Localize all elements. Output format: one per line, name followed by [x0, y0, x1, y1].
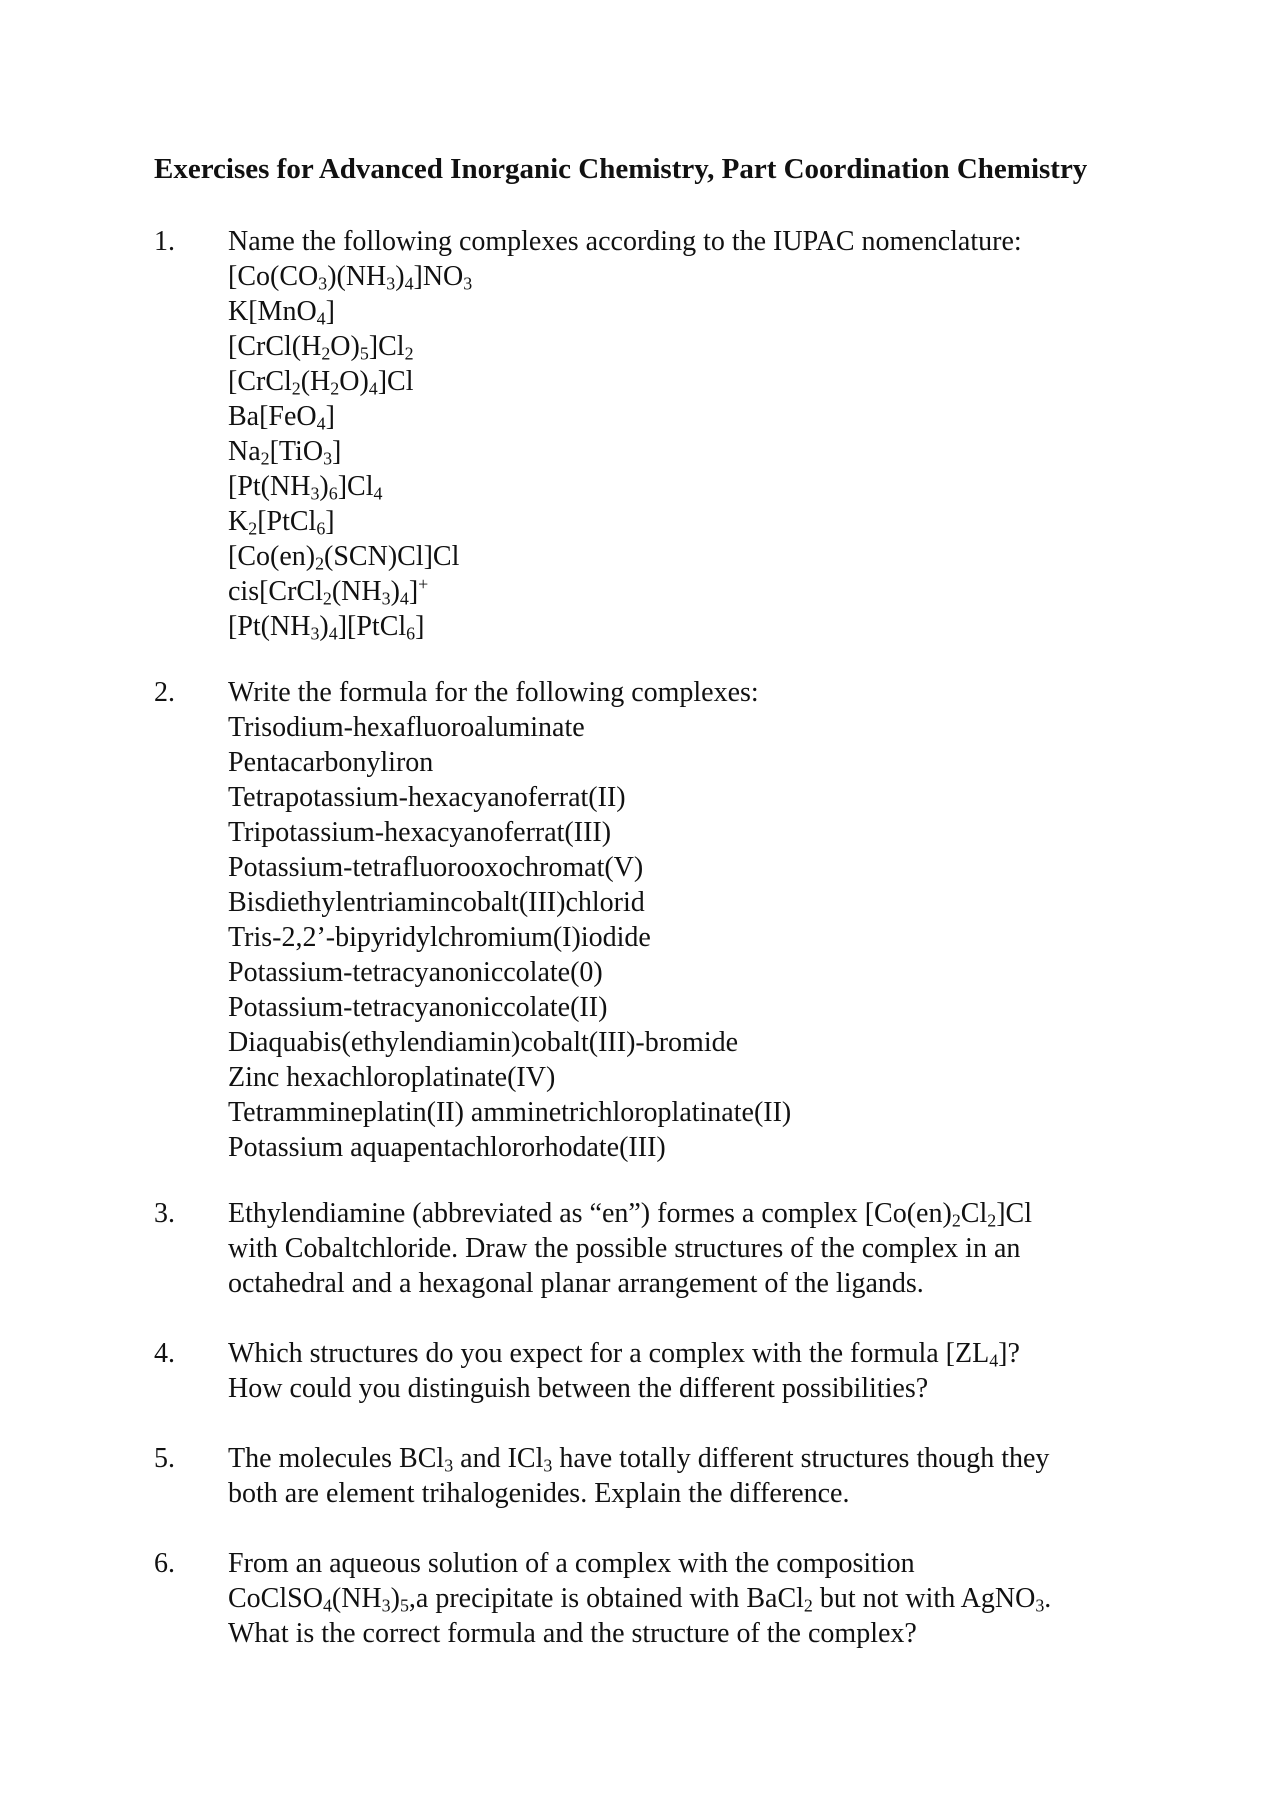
exercise-text-line: Which structures do you expect for a complex with the formula $[ZL_4]$?	[228, 1338, 1020, 1371]
list-item: Ba[FeO$_4$]	[228, 401, 335, 434]
list-item: $[Co(CO_3)(NH_3)_4]NO_3$	[228, 261, 473, 294]
list-item: $cis[CrCl_2(NH_3)_4]^+$	[228, 574, 429, 609]
exercise-body	[228, 1546, 1148, 1651]
list-item: $[Pt(NH_3)_4][PtCl_6]$	[228, 611, 425, 644]
exercise-text-line: How could you distinguish between the different possibilities?	[228, 1373, 929, 1404]
exercise-number: 3.	[154, 1198, 175, 1229]
list-item: Tripotassium-hexacyanoferrat(III)	[228, 817, 612, 848]
list-item: Potassium-tetracyanoniccolate(II)	[228, 992, 608, 1023]
exercise-text-line: The molecules BCl$_3$ and ICl$_3$ have totally different structures though they	[228, 1443, 1050, 1476]
list-item: Tris-2,2’-bipyridylchromium(I)iodide	[228, 922, 651, 953]
list-item: K[MnO$_4$]	[228, 296, 335, 329]
list-item: $K_2[PtCl_6]$	[228, 506, 335, 539]
list-item: Pentacarbonyliron	[228, 747, 434, 778]
list-item: Trisodium-hexafluoroaluminate	[228, 712, 585, 743]
exercise-text-line: Ethylendiamine (abbreviated as “en”) formes a complex $[Co(en)_2Cl_2]Cl$	[228, 1198, 1032, 1231]
list-item: Tetrammineplatin(II) amminetrichloroplatinate(II)	[228, 1097, 792, 1128]
document-title: Exercises for Advanced Inorganic Chemistry, Part Coordination Chemistry	[154, 153, 1088, 185]
exercise-text-line: $CoClSO_4(NH_3)_5,a$ precipitate is obtained with BaCl$_2$ but not with AgNO$_3$.	[228, 1583, 1052, 1616]
exercise-text-line: From an aqueous solution of a complex with the composition	[228, 1548, 915, 1579]
exercise-number: 6.	[154, 1548, 175, 1579]
list-item: $[Pt(NH_3)_6]Cl_4$	[228, 471, 383, 504]
exercise-text-line: with Cobaltchloride. Draw the possible structures of the complex in an	[228, 1233, 1021, 1264]
list-item: $[CrCl_2(H_2O)_4]Cl$	[228, 366, 414, 399]
list-item: $[Co(en)_2(SCN)Cl]Cl$	[228, 541, 460, 574]
exercise-number: 1.	[154, 226, 175, 257]
list-item: Potassium-tetracyanoniccolate(0)	[228, 957, 603, 988]
exercise-text-line: octahedral and a hexagonal planar arrangement of the ligands.	[228, 1268, 924, 1299]
list-item: Diaquabis(ethylendiamin)cobalt(III)-bromide	[228, 1027, 739, 1058]
list-item: Bisdiethylentriamincobalt(III)chlorid	[228, 887, 645, 918]
exercise-text-line: both are element trihalogenides. Explain the difference.	[228, 1478, 850, 1509]
exercise-prompt: Write the formula for the following complexes:	[228, 677, 759, 708]
list-item: Potassium aquapentachlororhodate(III)	[228, 1132, 666, 1163]
exercise-number: 5.	[154, 1443, 175, 1474]
exercise-number: 4.	[154, 1338, 175, 1369]
exercise-body	[228, 1336, 1148, 1406]
exercise-body	[228, 224, 1148, 644]
list-item: $[CrCl(H_2O)_5]Cl_2$	[228, 331, 414, 364]
exercise-body	[228, 1441, 1148, 1511]
exercise-text-line: What is the correct formula and the structure of the complex?	[228, 1618, 917, 1649]
exercise-body	[228, 1196, 1148, 1301]
exercise-number: 2.	[154, 677, 175, 708]
list-item: Potassium-tetrafluorooxochromat(V)	[228, 852, 644, 883]
exercise-body	[228, 675, 1148, 1165]
exercise-prompt: Name the following complexes according to the IUPAC nomenclature:	[228, 226, 1022, 257]
list-item: Zinc hexachloroplatinate(IV)	[228, 1062, 556, 1093]
list-item: $Na_2[TiO_3]$	[228, 436, 342, 469]
list-item: Tetrapotassium-hexacyanoferrat(II)	[228, 782, 626, 813]
